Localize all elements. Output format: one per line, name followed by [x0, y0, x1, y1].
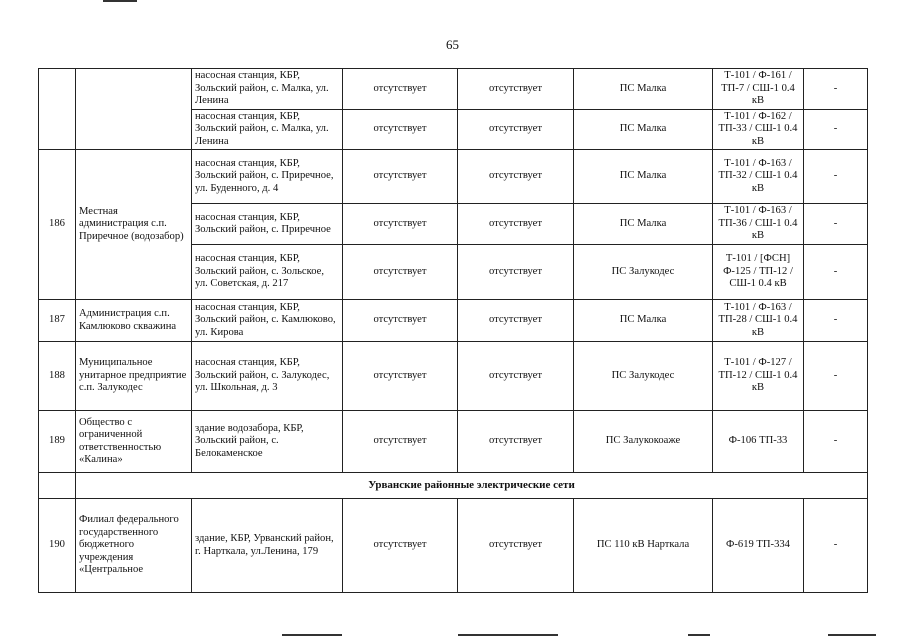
status-cell: отсутствует: [458, 204, 574, 245]
address-cell: насосная станция, КБР, Зольский район, с. Приречное: [192, 204, 343, 245]
substation-cell: ПС Залукокоаже: [574, 411, 713, 473]
bottom-edge-mark: [282, 634, 342, 636]
top-edge-mark: [103, 0, 137, 2]
organization-cell: Филиал федерального государственного бюджетного учреждения «Центральное: [76, 499, 192, 593]
status-cell: отсутствует: [343, 245, 458, 300]
dash-cell: -: [804, 245, 868, 300]
number-cell-empty: [39, 473, 76, 499]
table-row: [39, 69, 868, 110]
address-cell: здание водозабора, КБР, Зольский район, с. Белокаменское: [192, 411, 343, 473]
status-cell: отсутствует: [458, 300, 574, 342]
line-cell: Т-101 / Ф-163 / ТП-28 / СШ-1 0.4 кВ: [713, 300, 804, 342]
table-row: [39, 411, 868, 473]
substation-cell: ПС Малка: [574, 69, 713, 110]
table-row: [39, 300, 868, 342]
dash-cell: -: [804, 300, 868, 342]
table-row: [39, 150, 868, 204]
line-cell: Т-101 / Ф-162 / ТП-33 / СШ-1 0.4 кВ: [713, 110, 804, 150]
organization-cell: Общество с ограниченной ответственностью «Калина»: [76, 411, 192, 473]
status-cell: отсутствует: [458, 245, 574, 300]
status-cell: отсутствует: [343, 69, 458, 110]
status-cell: отсутствует: [458, 342, 574, 411]
line-cell: Ф-619 ТП-334: [713, 499, 804, 593]
address-cell: насосная станция, КБР, Зольский район, с. Камлюково, ул. Кирова: [192, 300, 343, 342]
table-row: [39, 342, 868, 411]
line-cell: Т-101 / Ф-161 / ТП-7 / СШ-1 0.4 кВ: [713, 69, 804, 110]
status-cell: отсутствует: [343, 150, 458, 204]
organization-cell: Администрация с.п. Камлюково скважина: [76, 300, 192, 342]
substation-cell: ПС Малка: [574, 110, 713, 150]
address-cell: здание, КБР, Урванский район, г. Нарткала, ул.Ленина, 179: [192, 499, 343, 593]
status-cell: отсутствует: [343, 342, 458, 411]
substation-cell: ПС Малка: [574, 300, 713, 342]
status-cell: отсутствует: [343, 204, 458, 245]
number-cell-empty: [39, 69, 76, 150]
row-number: 188: [39, 342, 76, 411]
organization-cell: Местная администрация с.п. Приречное (водозабор): [76, 150, 192, 300]
status-cell: отсутствует: [458, 110, 574, 150]
dash-cell: -: [804, 499, 868, 593]
dash-cell: -: [804, 204, 868, 245]
status-cell: отсутствует: [458, 69, 574, 110]
substation-cell: ПС Залукодес: [574, 245, 713, 300]
address-cell: насосная станция, КБР, Зольский район, с. Залукодес, ул. Школьная, д. 3: [192, 342, 343, 411]
substation-cell: ПС Малка: [574, 150, 713, 204]
status-cell: отсутствует: [343, 411, 458, 473]
substation-table: [38, 68, 868, 593]
row-number: 189: [39, 411, 76, 473]
dash-cell: -: [804, 342, 868, 411]
address-cell: насосная станция, КБР, Зольский район, с. Зольское, ул. Советская, д. 217: [192, 245, 343, 300]
line-cell: Т-101 / Ф-163 / ТП-36 / СШ-1 0.4 кВ: [713, 204, 804, 245]
section-title: Урванские районные электрические сети: [76, 473, 868, 499]
section-row: [39, 473, 868, 499]
status-cell: отсутствует: [458, 499, 574, 593]
status-cell: отсутствует: [458, 150, 574, 204]
address-cell: насосная станция, КБР, Зольский район, с. Малка, ул. Ленина: [192, 110, 343, 150]
substation-cell: ПС 110 кВ Нарткала: [574, 499, 713, 593]
status-cell: отсутствует: [343, 499, 458, 593]
address-cell: насосная станция, КБР, Зольский район, с. Приречное, ул. Буденного, д. 4: [192, 150, 343, 204]
dash-cell: -: [804, 411, 868, 473]
status-cell: отсутствует: [343, 300, 458, 342]
bottom-edge-mark: [688, 634, 710, 636]
substation-cell: ПС Малка: [574, 204, 713, 245]
dash-cell: -: [804, 69, 868, 110]
dash-cell: -: [804, 150, 868, 204]
status-cell: отсутствует: [343, 110, 458, 150]
row-number: 187: [39, 300, 76, 342]
line-cell: Т-101 / [ФСН] Ф-125 / ТП-12 / СШ-1 0.4 кВ: [713, 245, 804, 300]
organization-cell: Муниципальное унитарное предприятие с.п. Залукодес: [76, 342, 192, 411]
page-number: 65: [446, 37, 459, 52]
status-cell: отсутствует: [458, 411, 574, 473]
line-cell: Т-101 / Ф-127 / ТП-12 / СШ-1 0.4 кВ: [713, 342, 804, 411]
row-number: 186: [39, 150, 76, 300]
table-row: [39, 499, 868, 593]
bottom-edge-mark: [458, 634, 558, 636]
substation-cell: ПС Залукодес: [574, 342, 713, 411]
org-cell-empty: [76, 69, 192, 150]
row-number: 190: [39, 499, 76, 593]
bottom-edge-mark: [828, 634, 876, 636]
line-cell: Т-101 / Ф-163 / ТП-32 / СШ-1 0.4 кВ: [713, 150, 804, 204]
address-cell: насосная станция, КБР, Зольский район, с. Малка, ул. Ленина: [192, 69, 343, 110]
line-cell: Ф-106 ТП-33: [713, 411, 804, 473]
dash-cell: -: [804, 110, 868, 150]
